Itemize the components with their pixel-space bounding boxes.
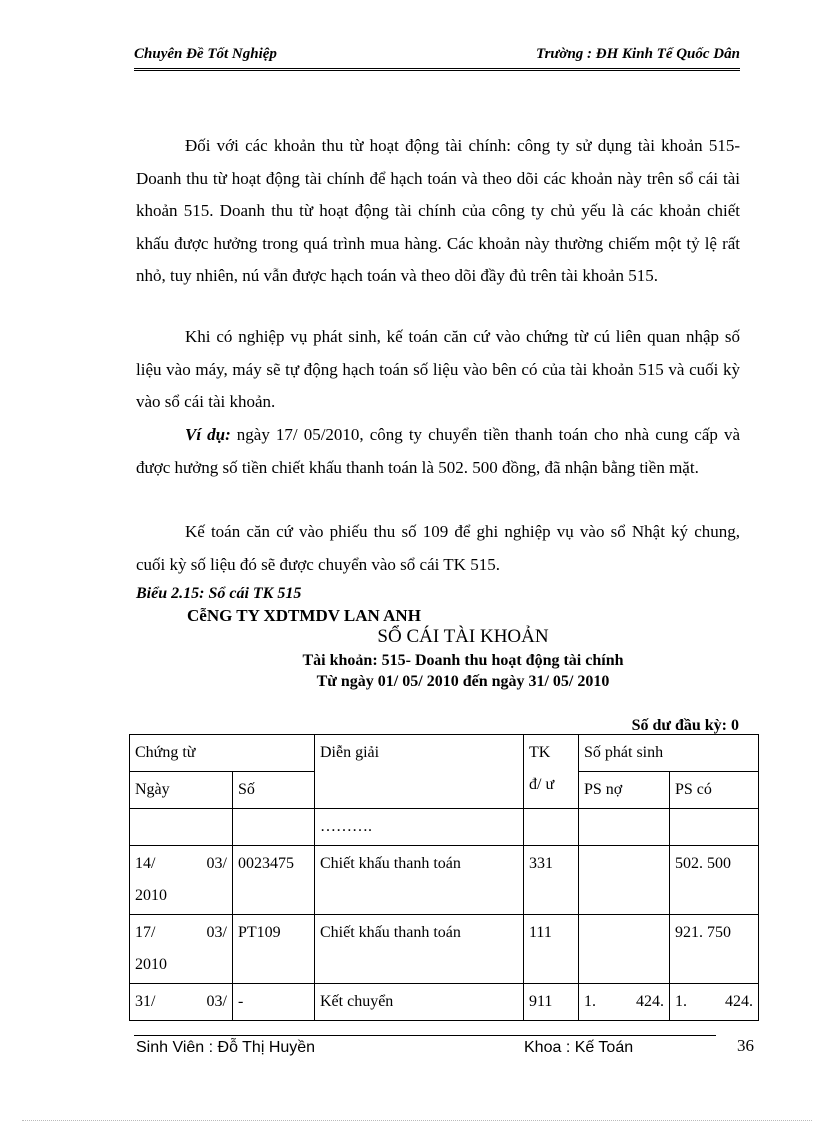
credit-part-1: 1.	[675, 993, 687, 1010]
ledger-account: Tài khoản: 515- Doanh thu hoạt động tài chính	[302, 652, 624, 669]
header-date: Ngày	[130, 772, 233, 809]
page-header	[134, 44, 740, 71]
paragraph-4: Kế toán căn cứ vào phiếu thu số 109 để ghi nghiệp vụ vào sổ Nhật ký chung, cuối kỳ số liệu đó sẽ được chuyển vào sổ cái TK 515.	[136, 522, 740, 574]
ledger-title: SỔ CÁI TÀI KHOẢN	[377, 626, 549, 647]
date-month: 03/	[206, 924, 227, 941]
row-date	[130, 809, 233, 846]
header-right-title: Trường : ĐH Kinh Tế Quốc Dân	[535, 46, 740, 62]
row-description: Chiết khấu thanh toán	[315, 846, 524, 915]
date-day: 17/	[135, 924, 156, 941]
paragraph-3	[136, 419, 740, 484]
opening-balance: Số dư đầu kỳ: 0	[631, 717, 739, 734]
date-month: 03/	[206, 855, 227, 872]
row-description: Chiết khấu thanh toán	[315, 915, 524, 984]
paragraph-2: Khi có nghiệp vụ phát sinh, kế toán căn cứ vào chứng từ cú liên quan nhập số liệu vào máy, máy sẽ tự động hạch toán số liệu vào bên có của tài khoản 515 và cuối kỳ vào sổ cái tài khoản.	[136, 327, 740, 412]
row-credit	[670, 984, 759, 1021]
row-number: PT109	[233, 915, 315, 984]
footer-faculty: Khoa : Kế Toán	[524, 1039, 634, 1056]
footer-student: Sinh Viên : Đỗ Thị Huyền	[136, 1039, 316, 1056]
header-account	[524, 735, 579, 809]
debit-part-1: 1.	[584, 993, 596, 1010]
table-row	[130, 809, 759, 846]
row-number	[233, 809, 315, 846]
table-row	[130, 915, 759, 984]
row-account	[524, 809, 579, 846]
row-description: ……….	[315, 809, 524, 846]
row-credit	[670, 809, 759, 846]
table-row	[130, 846, 759, 915]
date-day: 14/	[135, 855, 156, 872]
row-account: 111	[524, 915, 579, 984]
row-debit	[579, 809, 670, 846]
date-day: 31/	[135, 993, 156, 1010]
row-debit	[579, 846, 670, 915]
header-left-title: Chuyên Đề Tốt Nghiệp	[134, 46, 277, 62]
header-description: Diễn giải	[315, 735, 524, 809]
row-credit: 502. 500	[670, 846, 759, 915]
date-year: 2010	[135, 887, 167, 904]
row-description: Kết chuyển	[315, 984, 524, 1021]
row-number: -	[233, 984, 315, 1021]
table-caption: Biểu 2.15: Sổ cái TK 515	[136, 585, 302, 602]
row-date	[130, 846, 233, 915]
debit-part-2: 424.	[636, 993, 664, 1010]
row-account: 331	[524, 846, 579, 915]
page-number: 36	[737, 1036, 754, 1055]
row-debit	[579, 984, 670, 1021]
header-credit: PS có	[670, 772, 759, 809]
table-row	[130, 984, 759, 1021]
row-debit	[579, 915, 670, 984]
example-label: Ví dụ:	[185, 425, 231, 444]
footer-divider	[134, 1035, 716, 1036]
page-bottom-border	[22, 1120, 812, 1121]
row-date	[130, 984, 233, 1021]
header-tk-bottom: đ/ ư	[529, 776, 555, 793]
credit-part-2: 424.	[725, 993, 753, 1010]
ledger-period: Từ ngày 01/ 05/ 2010 đến ngày 31/ 05/ 2010	[316, 673, 610, 690]
date-year: 2010	[135, 956, 167, 973]
header-tk-top: TK	[529, 744, 551, 761]
header-voucher: Chứng từ	[130, 735, 315, 772]
ledger-table	[129, 734, 759, 1021]
header-number: Số	[233, 772, 315, 809]
example-text: ngày 17/ 05/2010, công ty chuyển tiền thanh toán cho nhà cung cấp và được hưởng số tiền chiết khấu thanh toán là 502. 500 đồng, đã nhận bằng tiền mặt.	[136, 425, 740, 477]
row-account: 911	[524, 984, 579, 1021]
row-credit: 921. 750	[670, 915, 759, 984]
header-arising: Số phát sinh	[579, 735, 759, 772]
header-debit: PS nợ	[579, 772, 670, 809]
table-header-row	[130, 735, 759, 772]
company-name: CễNG TY XDTMDV LAN ANH	[187, 606, 421, 625]
row-date	[130, 915, 233, 984]
paragraph-1: Đối với các khoản thu từ hoạt động tài chính: công ty sử dụng tài khoản 515- Doanh thu từ hoạt động tài chính để hạch toán và theo dõi các khoản này trên sổ cái tài khoản 515. Doanh thu từ hoạt động tài chính của công ty chủ yếu là các khoản chiết khấu được hưởng trong quá trình mua hàng. Các khoản này thường chiếm một tỷ lệ rất nhỏ, tuy nhiên, nú vẫn được hạch toán và theo dõi đầy đủ trên tài khoản 515.	[136, 136, 740, 286]
row-number: 0023475	[233, 846, 315, 915]
date-month: 03/	[206, 993, 227, 1010]
